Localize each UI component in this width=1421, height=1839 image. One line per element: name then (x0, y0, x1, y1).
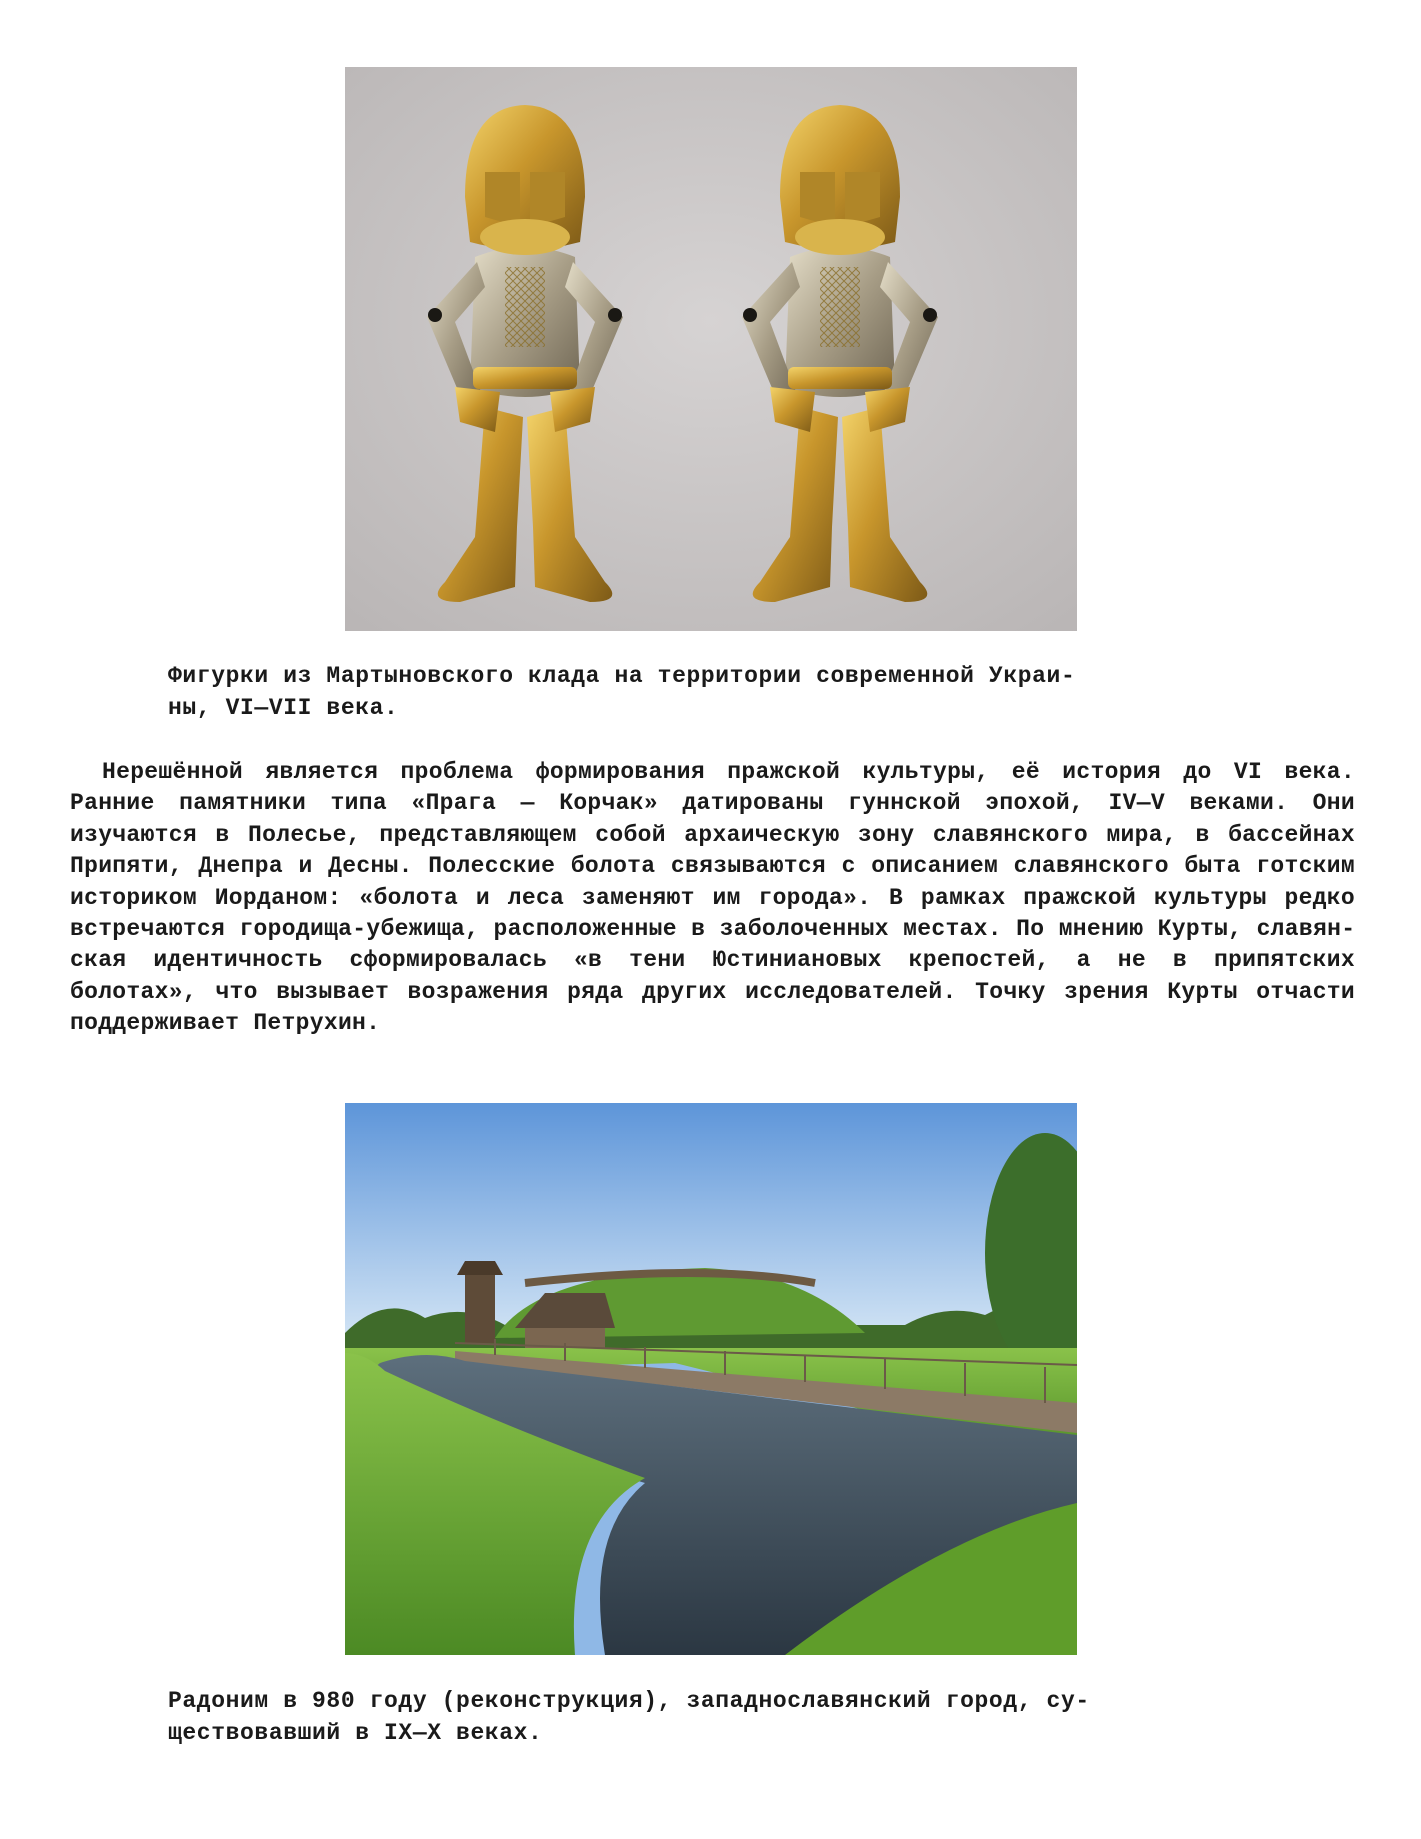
radonim-caption: Радоним в 980 году (реконструкция), западнославянский город, су- ществовавший в IX—X веках. (168, 1688, 1090, 1746)
radonim-illustration (345, 1103, 1077, 1655)
figurines-caption: Фигурки из Мартыновского клада на территории современной Украи- ны, VI—VII века. (168, 663, 1076, 721)
figurines-illustration (345, 67, 1077, 631)
radonim-photo (345, 1103, 1077, 1655)
main-paragraph: Нерешённой является проблема формирования пражской культуры, её история до VI века. Ранние памятники типа «Прага — Корчак» датированы гуннской эпохой, IV—V веками. Они изучаются в Полесье, представляющем собой архаическую зону славянского мира, в бассейнах Припяти, Днепра и Десны. Полесские болота связываются с описанием славянского быта готским историком Иорданом: «болота и леса заменяют им города». В рамках пражской культуры редко встречаются городища-убежища, расположенные в заболоченных местах. По мнению Курты, славянская идентичность сформировалась «в тени Юстиниановых крепостей, а не в припятских болотах», что вызывает возражения ряда других исследователей. Точку зрения Курты отчасти поддерживает Петрухин. (70, 759, 1355, 1037)
figurines-photo (345, 67, 1077, 631)
